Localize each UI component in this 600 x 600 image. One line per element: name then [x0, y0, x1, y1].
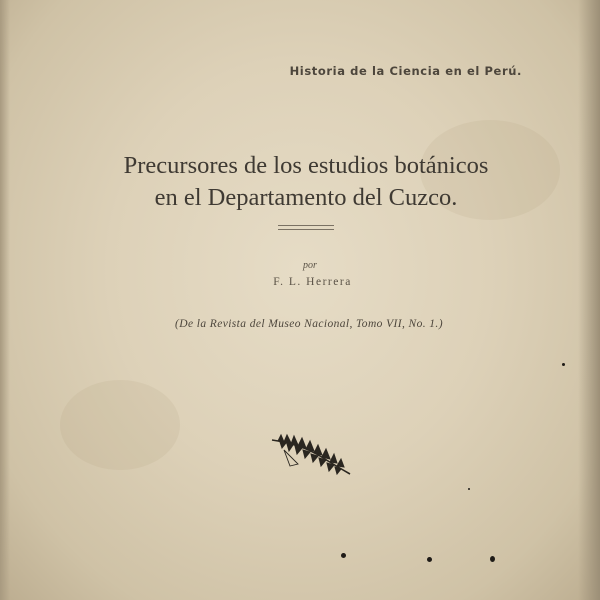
document-title: [0, 150, 600, 214]
series-title: Historia de la Ciencia en el Perú.: [289, 64, 522, 78]
ink-spot: [341, 553, 346, 558]
ink-spot: [427, 557, 432, 562]
title-rule: [278, 225, 334, 230]
ink-spot: [468, 488, 470, 490]
ink-spot: [490, 556, 495, 562]
page-edge-right: [578, 0, 600, 600]
author-name: F. L. Herrera: [273, 276, 352, 288]
page-edge-left: [0, 0, 10, 600]
source-citation: (De la Revista del Museo Nacional, Tomo VII, No. 1.): [175, 318, 443, 330]
ink-spot: [562, 363, 565, 366]
title-line-1: Precursores de los estudios botánicos: [123, 152, 489, 179]
title-line-2: en el Departamento del Cuzco.: [154, 184, 458, 211]
fern-icon: [270, 430, 354, 480]
paper-stain: [60, 380, 180, 470]
byline-por: por: [303, 260, 317, 271]
